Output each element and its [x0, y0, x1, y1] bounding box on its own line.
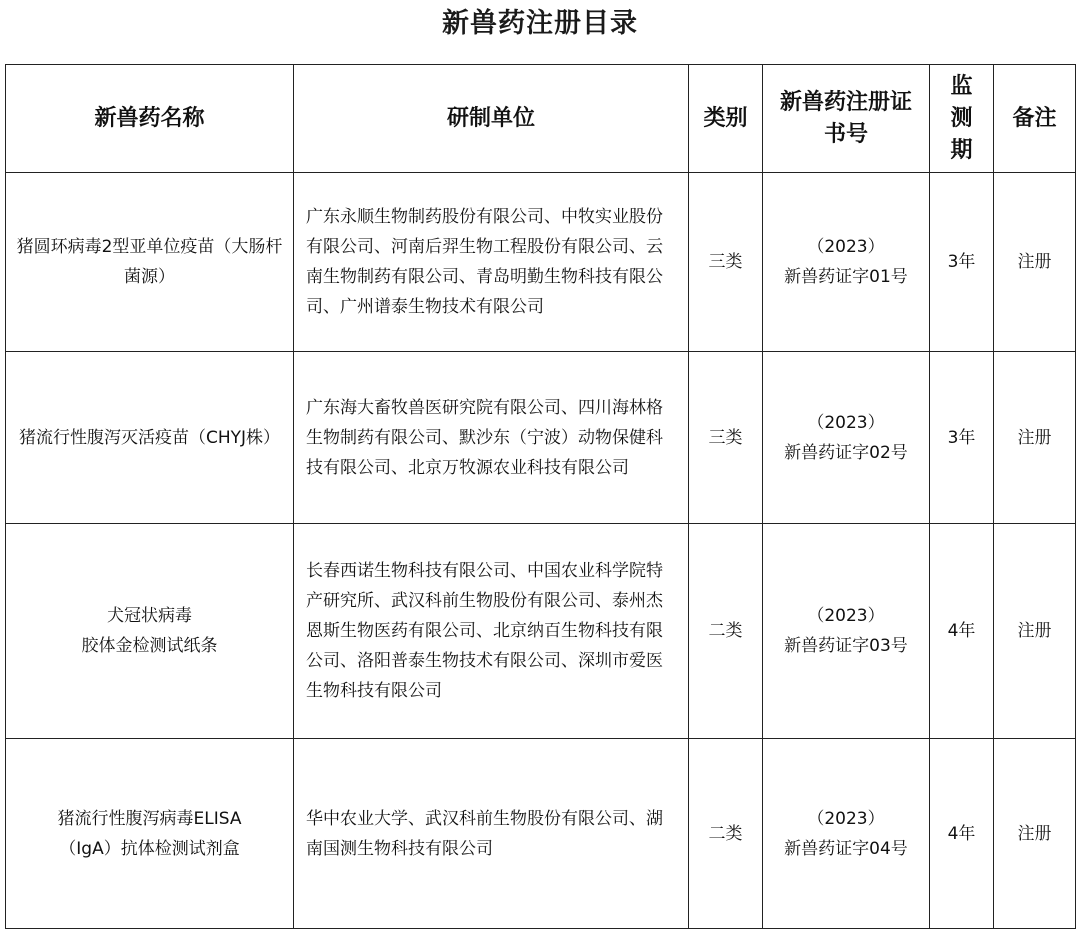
header-category: 类别 — [689, 65, 763, 173]
drug-name-line2: 胶体金检测试纸条 — [81, 636, 218, 656]
header-unit: 研制单位 — [294, 65, 689, 173]
developer-units: 华中农业大学、武汉科前生物股份有限公司、湖南国测生物科技有限公司 — [294, 739, 689, 929]
category: 三类 — [689, 352, 763, 524]
cert-no: 新兽药证字04号 — [784, 838, 908, 859]
remark: 注册 — [994, 352, 1076, 524]
category: 二类 — [689, 524, 763, 739]
cert-no: 新兽药证字03号 — [784, 636, 908, 656]
registry-table — [5, 64, 1076, 929]
drug-name — [6, 524, 294, 739]
certificate-number — [763, 524, 930, 739]
category: 三类 — [689, 173, 763, 352]
header-monitor-3: 期 — [950, 137, 973, 163]
header-monitor — [930, 65, 994, 173]
table-row — [6, 173, 1076, 352]
drug-name-line1: 犬冠状病毒 — [107, 606, 192, 626]
drug-name — [6, 739, 294, 929]
remark: 注册 — [994, 524, 1076, 739]
table-row — [6, 352, 1076, 524]
cert-year: （2023） — [807, 606, 885, 626]
certificate-number — [763, 739, 930, 929]
monitoring-period: 3年 — [930, 173, 994, 352]
certificate-number — [763, 173, 930, 352]
header-cert-line2: 书号 — [823, 121, 868, 147]
table-row — [6, 524, 1076, 739]
header-cert-line1: 新兽药注册证 — [779, 89, 912, 115]
cert-year: （2023） — [807, 237, 885, 257]
cert-no: 新兽药证字02号 — [784, 442, 908, 463]
header-row — [6, 65, 1076, 173]
monitoring-period: 4年 — [930, 739, 994, 929]
cert-year: （2023） — [807, 412, 885, 433]
header-cert — [763, 65, 930, 173]
certificate-number — [763, 352, 930, 524]
monitoring-period: 3年 — [930, 352, 994, 524]
drug-name-line2: （IgA）抗体检测试剂盒 — [59, 838, 240, 859]
drug-name-line1: 猪流行性腹泻病毒ELISA — [57, 808, 242, 829]
remark: 注册 — [994, 739, 1076, 929]
developer-units: 长春西诺生物科技有限公司、中国农业科学院特产研究所、武汉科前生物股份有限公司、泰州杰恩斯生物医药有限公司、北京纳百生物科技有限公司、洛阳普泰生物技术有限公司、深圳市爱医生物科技有限公司 — [294, 524, 689, 739]
developer-units: 广东海大畜牧兽医研究院有限公司、四川海林格生物制药有限公司、默沙东（宁波）动物保健科技有限公司、北京万牧源农业科技有限公司 — [294, 352, 689, 524]
page-title: 新兽药注册目录 — [442, 8, 638, 39]
drug-name: 猪流行性腹泻灭活疫苗（CHYJ株） — [6, 352, 294, 524]
category: 二类 — [689, 739, 763, 929]
developer-units: 广东永顺生物制药股份有限公司、中牧实业股份有限公司、河南后羿生物工程股份有限公司、云南生物制药有限公司、青岛明勤生物科技有限公司、广州谱泰生物技术有限公司 — [294, 173, 689, 352]
header-monitor-1: 监 — [950, 73, 973, 99]
table-row — [6, 739, 1076, 929]
remark: 注册 — [994, 173, 1076, 352]
header-name: 新兽药名称 — [6, 65, 294, 173]
cert-year: （2023） — [807, 808, 885, 829]
monitoring-period: 4年 — [930, 524, 994, 739]
cert-no: 新兽药证字01号 — [784, 267, 908, 287]
header-monitor-2: 测 — [950, 105, 973, 131]
header-remark: 备注 — [994, 65, 1076, 173]
drug-name: 猪圆环病毒2型亚单位疫苗（大肠杆菌源） — [6, 173, 294, 352]
